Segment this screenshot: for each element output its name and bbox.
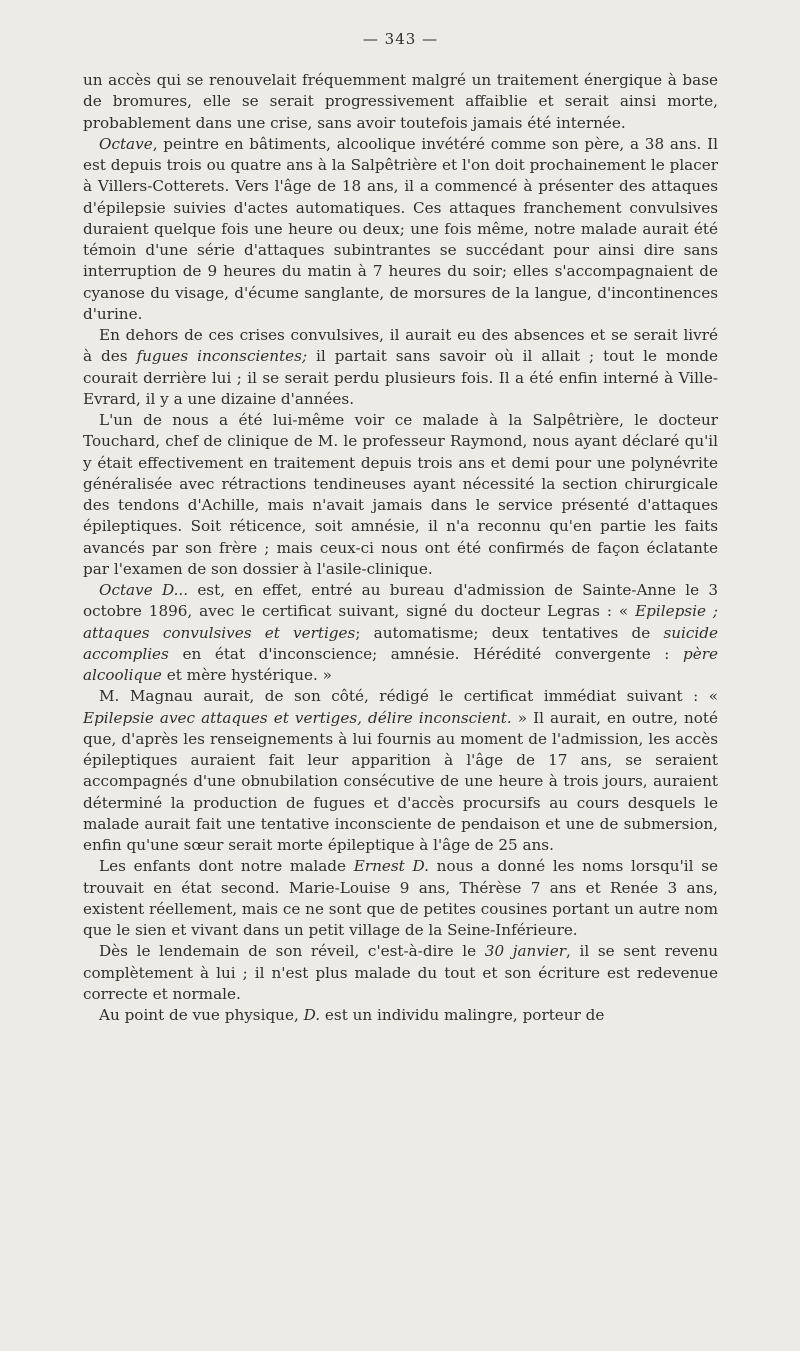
text-run: et mère hystérique. » (161, 666, 332, 684)
text-run: Dès le lendemain de son réveil, c'est-à-dire le (99, 942, 485, 961)
italic-text: fugues inconscientes; (136, 347, 308, 366)
paragraph (83, 941, 718, 1005)
italic-text: Octave (99, 134, 153, 153)
italic-text: Ernest D. (353, 857, 429, 876)
text-run: Au point de vue physique, (99, 1006, 304, 1024)
paragraph (83, 856, 718, 941)
paragraph (83, 410, 718, 580)
text-run: il partait sans savoir où il allait ; tout le monde courait derrière lui ; il se serait perdu plusieurs fois. Il a été enfin interné à Ville-Evrard, il y a une dizaine d'années. (83, 347, 719, 408)
paragraph (83, 134, 718, 325)
paragraph (83, 686, 718, 856)
text-run: En dehors de ces crises convulsives, il aurait eu des absences et se serait livré à des (83, 326, 718, 366)
text-run: L'un de nous a été lui-même voir ce malade à la Salpêtrière, le docteur Touchard, chef de clinique de M. le professeur Raymond, nous ayant déclaré qu'il y était effectivement en traitement depuis trois ans et demi pour une polynévrite généralisée avec rétractions tendineuses ayant nécessité la section chirurgicale des tendons d'Achille, mais n'avait jamais dans le service présenté d'attaques épileptiques. Soit réticence, soit amnésie, il n'a reconnu qu'en partie les faits avancés par son frère ; mais ceux-ci nous ont été confirmés de façon éclatante par l'examen de son dossier à l'asile-clinique. (83, 411, 718, 578)
text-run: nous a donné les noms lorsqu'il se trouvait en état second. Marie-Louise 9 ans, Thérèse 7 ans et Renée 3 ans, existent réellement, mais ce ne sont que de petites cousines portant un autre nom que le sien et vivant dans un petit village de la Seine-Inférieure. (83, 857, 718, 939)
paragraph (83, 580, 718, 686)
page-number: — 343 — (362, 30, 439, 48)
italic-text: D. (303, 1006, 321, 1024)
text-run: , peintre en bâtiments, alcoolique invétéré comme son père, a 38 ans. Il est depuis trois ou quatre ans à la Salpêtrière et l'on doit prochainement le placer à Villers-Cotterets. Vers l'âge de 18 ans, il a commencé à présenter des attaques d'épilepsie suivies d'actes automatiques. Ces attaques franchement convulsives duraient quelque fois une heure ou deux; une fois même, notre malade aurait été témoin d'une série d'attaques subintrantes se succédant pour ainsi dire sans interruption de 9 heures du matin à 7 heures du soir; elles s'accompagnaient de cyanose du visage, d'écume sanglante, de morsures de la langue, d'incontinences d'urine. (83, 134, 718, 323)
text-run: en état d'inconscience; amnésie. Hérédité convergente : (168, 644, 684, 663)
paragraph (83, 1005, 718, 1026)
body-text (83, 70, 718, 1026)
text-run: » Il aurait, en outre, noté que, d'après les renseignements à lui fournis au moment de l'admission, les accès épileptiques auraient fait leur apparition à l'âge de 17 ans, se seraient accompagnés d'une obnubilation consécutive de une heure à trois jours, auraient déterminé la production de fugues et d'accès procursifs au cours desquels le malade aurait fait une tentative inconsciente de pendaison et une de submersion, enfin qu'une sœur serait morte épileptique à l'âge de 25 ans. (83, 708, 718, 854)
text-run: un accès qui se renouvelait fréquemment malgré un traitement énergique à base de bromures, elle se serait progressivement affaiblie et serait ainsi morte, probablement dans une crise, sans avoir toutefois jamais été internée. (83, 71, 718, 132)
italic-text: 30 janvier (484, 942, 567, 961)
paragraph (83, 70, 718, 134)
text-run: est un individu malingre, porteur de (320, 1006, 605, 1024)
text-run: M. Magnau aurait, de son côté, rédigé le certificat immédiat suivant : « (99, 687, 718, 706)
text-run: est, en effet, entré au bureau d'admission de Sainte-Anne le 3 octobre 1896, avec le certificat suivant, signé du docteur Legras : « (83, 581, 718, 621)
paragraph (83, 325, 718, 410)
italic-text: Octave D... (99, 581, 189, 599)
text-run: Les enfants dont notre malade (99, 857, 354, 876)
italic-text: père alcoolique (83, 644, 718, 684)
italic-text: suicide accomplies (83, 623, 718, 663)
italic-text: Epilepsie ; attaques convulsives et vertiges (83, 602, 718, 642)
text-run: , il se sent revenu complètement à lui ; il n'est plus malade du tout et son écriture est redevenue correcte et normale. (83, 942, 718, 1003)
italic-text: Epilepsie avec attaques et vertiges, délire inconscient. (83, 708, 512, 727)
text-run: ; automatisme; deux tentatives de (355, 623, 664, 642)
